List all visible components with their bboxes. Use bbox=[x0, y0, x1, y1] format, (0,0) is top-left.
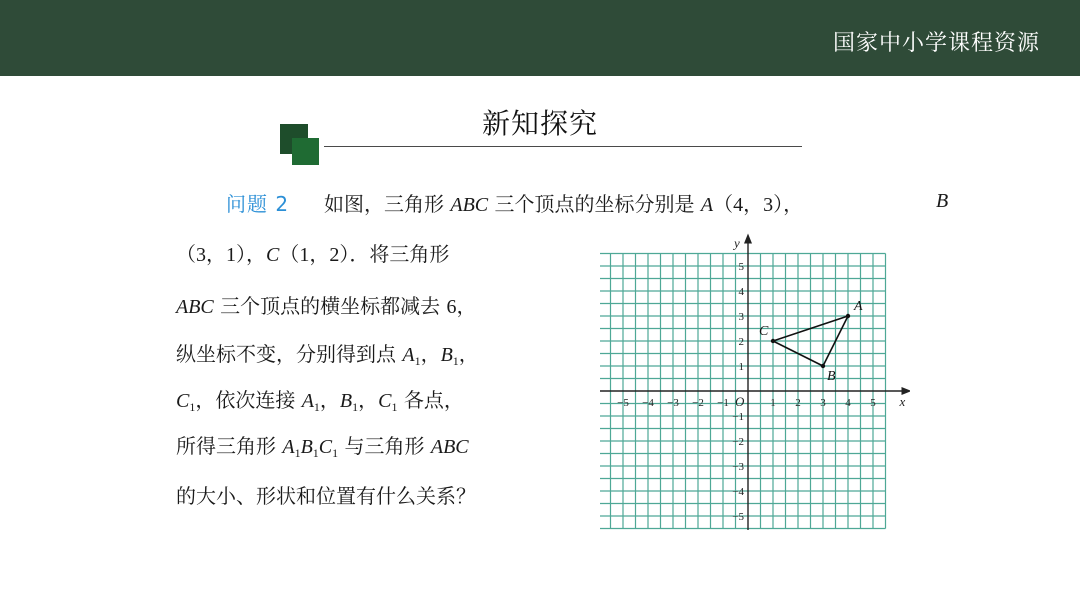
subscript: 1 bbox=[294, 446, 301, 460]
triangle-name: ABC bbox=[430, 436, 469, 458]
x-axis-label: x bbox=[899, 394, 906, 409]
y-axis-arrow bbox=[744, 234, 752, 244]
point-c1-label: C bbox=[378, 390, 392, 412]
point-a1-label: A bbox=[301, 390, 314, 412]
y-tick-label: −4 bbox=[732, 486, 744, 498]
x-tick-label: 1 bbox=[770, 397, 776, 409]
separator: ， bbox=[358, 388, 379, 412]
triangle-name: ABC bbox=[450, 194, 489, 216]
separator: ， bbox=[420, 342, 441, 366]
top-banner bbox=[0, 0, 1080, 76]
y-tick-label: −3 bbox=[732, 461, 744, 473]
problem-label: 问题 2 bbox=[226, 192, 290, 216]
x-tick-label: 2 bbox=[795, 397, 801, 409]
text-fragment: 将三角形 bbox=[369, 242, 450, 266]
separator: ， bbox=[319, 388, 340, 412]
problem-text-line-7 bbox=[176, 480, 476, 509]
vertex-point bbox=[846, 314, 850, 318]
tick-labels bbox=[617, 261, 876, 523]
problem-text-line-3 bbox=[176, 290, 477, 319]
point-a-coord: （4，3）， bbox=[713, 194, 804, 216]
problem-text-line-1-end bbox=[936, 188, 948, 213]
x-tick-label: 3 bbox=[820, 397, 826, 409]
point-b-coord: （3，1）， bbox=[176, 244, 266, 266]
x-tick-label: −1 bbox=[717, 397, 729, 409]
y-tick-label: 1 bbox=[738, 361, 744, 373]
text-fragment: ，依次连接 bbox=[195, 388, 302, 412]
vertex-label: B bbox=[827, 369, 836, 384]
subscript: 1 bbox=[313, 400, 320, 414]
number-value: 6， bbox=[446, 296, 477, 318]
point-b1-label: B bbox=[339, 390, 353, 412]
text-fragment: 纵坐标不变，分别得到点 bbox=[176, 342, 403, 366]
text-fragment: 三个顶点的横坐标都减去 bbox=[213, 294, 447, 318]
x-tick-label: 5 bbox=[870, 397, 876, 409]
point-b1-label: B bbox=[300, 436, 313, 458]
y-tick-label: −2 bbox=[732, 436, 744, 448]
vertex-label: A bbox=[854, 299, 863, 314]
y-tick-label: −1 bbox=[732, 411, 744, 423]
text-fragment: 所得三角形 bbox=[176, 434, 283, 458]
subscript: 1 bbox=[189, 400, 196, 414]
problem-text-line-2 bbox=[176, 238, 449, 267]
subscript: 1 bbox=[391, 400, 398, 414]
problem-text-line-4 bbox=[176, 338, 479, 369]
vertex-point bbox=[771, 339, 775, 343]
point-c-label: C bbox=[266, 244, 280, 266]
separator: ， bbox=[458, 342, 479, 366]
text-fragment: 三个顶点的坐标分别是 bbox=[488, 192, 701, 216]
point-b-label: B bbox=[936, 190, 949, 212]
x-tick-label: −3 bbox=[667, 397, 679, 409]
x-tick-label: −5 bbox=[617, 397, 629, 409]
y-tick-label: −5 bbox=[732, 511, 744, 523]
problem-text-line-1 bbox=[324, 188, 803, 217]
point-b1-label: B bbox=[440, 344, 453, 366]
subscript: 1 bbox=[352, 400, 359, 414]
subscript: 1 bbox=[332, 446, 339, 460]
subscript: 1 bbox=[452, 354, 459, 368]
section-title: 新知探究 bbox=[481, 107, 598, 140]
x-tick-label: −4 bbox=[642, 397, 654, 409]
text-fragment: 的大小、形状和位置有什么关系？ bbox=[176, 484, 476, 508]
y-tick-label: 4 bbox=[738, 286, 744, 298]
text-fragment: 各点， bbox=[397, 388, 464, 412]
subscript: 1 bbox=[312, 446, 319, 460]
vertex-point bbox=[821, 364, 825, 368]
coordinate-graph bbox=[600, 226, 910, 530]
point-c-coord: （1，2）． bbox=[279, 244, 370, 266]
x-tick-label: −2 bbox=[692, 397, 704, 409]
text-fragment: 与三角形 bbox=[338, 434, 431, 458]
y-axis-label: y bbox=[734, 235, 740, 251]
y-tick-label: 5 bbox=[738, 261, 744, 273]
vertex-label: C bbox=[759, 324, 769, 339]
y-tick-label: 3 bbox=[738, 311, 744, 323]
point-a-label: A bbox=[700, 194, 714, 216]
triangle-name: ABC bbox=[176, 296, 214, 318]
heading-underline bbox=[324, 146, 802, 147]
point-a1-label: A bbox=[282, 436, 295, 458]
x-tick-label: 4 bbox=[845, 397, 851, 409]
decor-square-light bbox=[292, 138, 319, 165]
text-fragment: 如图，三角形 bbox=[324, 192, 451, 216]
origin-label: O bbox=[735, 394, 745, 409]
brand-title: 国家中小学课程资源 bbox=[832, 31, 1040, 56]
point-c1-label: C bbox=[176, 390, 190, 412]
point-c1-label: C bbox=[318, 436, 333, 458]
y-tick-label: 2 bbox=[738, 336, 744, 348]
problem-text-line-6 bbox=[176, 430, 469, 461]
point-a1-label: A bbox=[402, 344, 415, 366]
subscript: 1 bbox=[414, 354, 421, 368]
problem-text-line-5 bbox=[176, 384, 464, 415]
